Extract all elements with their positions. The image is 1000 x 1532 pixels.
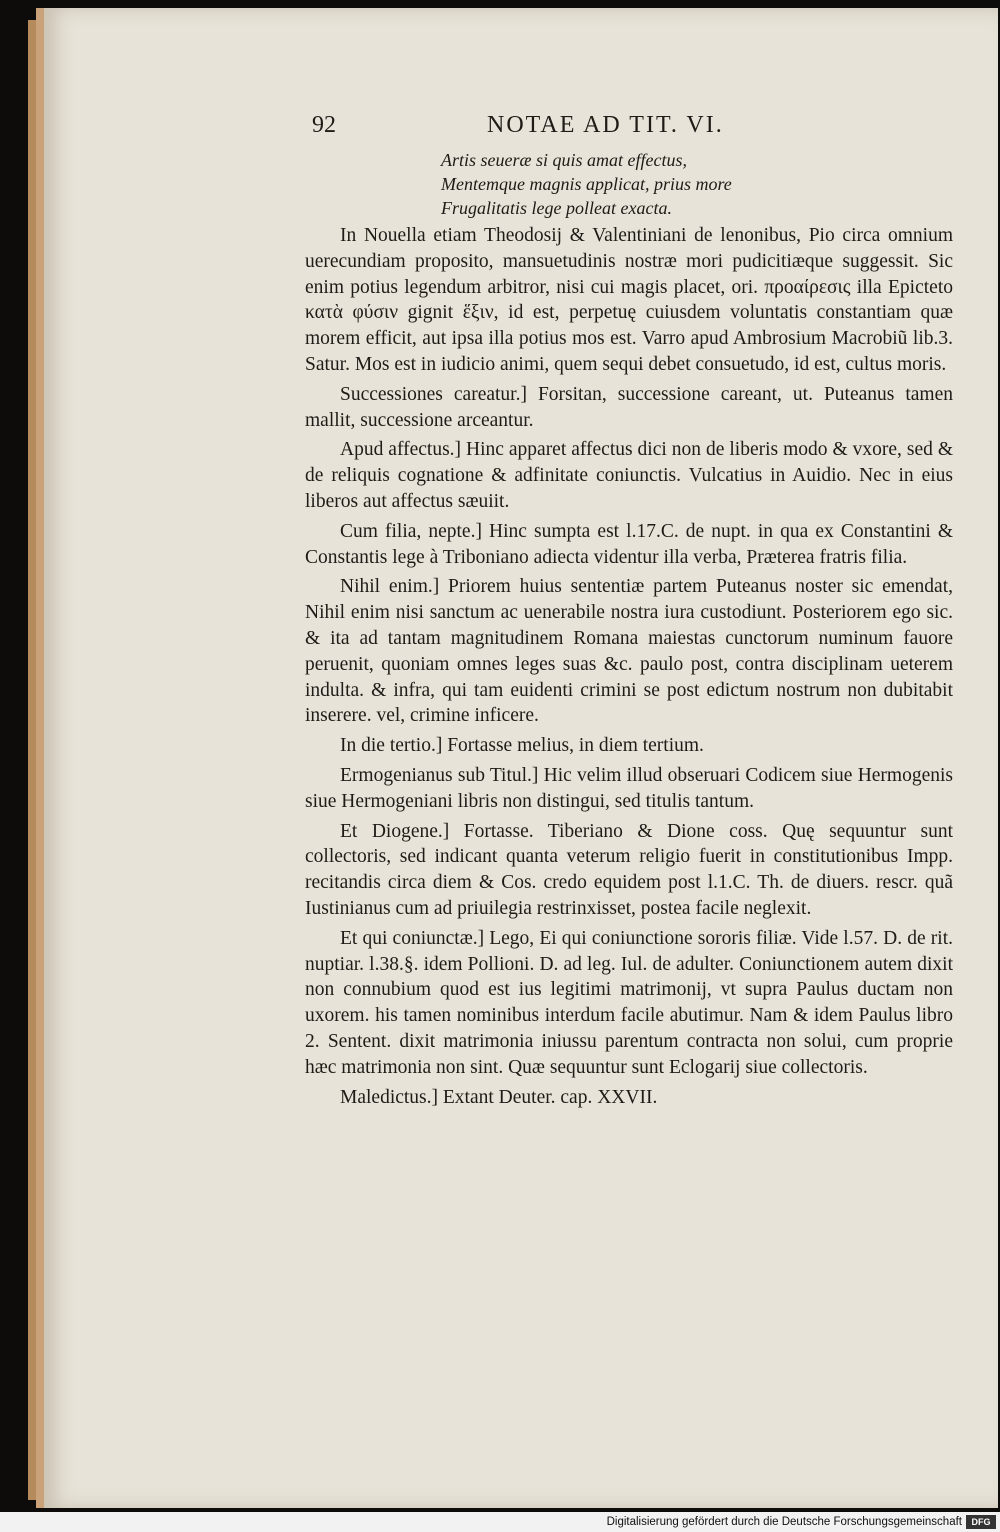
verse-line: Artis seueræ si quis amat effectus, — [441, 150, 687, 170]
verse-block — [305, 148, 953, 220]
paragraph-ermogenianus: Ermogenianus sub Titul.] Hic velim illud obseruari Codicem siue Hermogenis siue Hermogeniani libris non distingui, sed titulis tantum. — [305, 764, 953, 812]
dfg-logo: DFG — [966, 1515, 996, 1529]
footer-credit: Digitalisierung gefördert durch die Deutsche Forschungsgemeinschaft — [606, 1516, 962, 1528]
page-number: 92 — [312, 112, 336, 138]
paragraph-nihil-enim: Nihil enim.] Priorem huius sententiæ partem Puteanus noster sic emendat, Nihil enim nisi sanctum ac uenerabile nostra iura custodiunt. Posteriorem ego sic. & ita ad tantam magnitudinem Romana maiestas cunctorum numinum fauore peruenit, quoniam omnes leges suas &c. paulo post, contra disciplinam ueterem indulta. & infra, qui tam euidenti crimini se post edictum nostrum non dubitabit inserere. vel, crimine inficere. — [305, 576, 953, 727]
paragraph-cum-filia: Cum filia, nepte.] Hinc sumpta est l.17.C. de nupt. in qua ex Constantini & Constantis lege à Triboniano adiecta videntur illa verba, Præterea fratris filia. — [305, 520, 953, 568]
running-title: NOTAE AD TIT. VI. — [487, 112, 724, 138]
body-text — [305, 148, 953, 1110]
verse-line: Mentemque magnis applicat, prius more — [441, 174, 732, 194]
paragraph-successiones: Successiones careatur.] Forsitan, successione careant, ut. Puteanus tamen mallit, successione arceantur. — [305, 383, 953, 431]
book-edge — [28, 20, 36, 1500]
paragraph-affectus: Apud affectus.] Hinc apparet affectus dici non de liberis modo & vxore, sed & de reliquis cognatione & adfinitate coniunctis. Vulcatius in Auidio. Nec in eius liberos aut affectus sæuiit. — [305, 439, 953, 512]
digitization-footer — [0, 1512, 1000, 1532]
paragraph-maledictus: Maledictus.] Extant Deuter. cap. XXVII. — [340, 1086, 658, 1108]
paragraph-nouella: In Nouella etiam Theodosij & Valentiniani de lenonibus, Pio circa omnium uerecundiam proposito, mansuetudinis nostræ mori pudicitiæque suggessit. Sic enim potius legendum arbitror, nisi cui magis placet, ori. προαίρεσις illa Epicteto κατὰ φύσιν gignit ἕξιν, id est, perpetuę cuiusdem voluntatis constantiam quæ morem efficit, aut ipsa illa potius mos est. Varro apud Ambrosium Macrobiũ lib.3. Satur. Mos est in iudicio animi, quem sequi debet consuetudo, id est, cultus moris. — [305, 225, 953, 375]
page-header — [312, 112, 812, 144]
paragraph-et-diogene: Et Diogene.] Fortasse. Tiberiano & Dione coss. Quę sequuntur sunt collectoris, sed indicant quanta veterum religio fuerit in constitutionibus Impp. recitandis circa diem & Cos. credo equidem post l.1.C. Th. de diuers. rescr. quã Iustinianus cum ad priuilegia restrinxisset, postea facile neglexit. — [305, 820, 953, 919]
verse-line: Frugalitatis lege polleat exacta. — [441, 198, 672, 218]
paragraph-in-die-tertio: In die tertio.] Fortasse melius, in diem tertium. — [340, 735, 704, 757]
paragraph-et-qui-coniunctae: Et qui coniunctæ.] Lego, Ei qui coniunctione sororis filiæ. Vide l.57. D. de rit. nuptiar. l.38.§. idem Pollioni. D. ad leg. Iul. de adulter. Coniunctionem autem dixit non connubium quod est ius legitimi matrimonij, vt supra Paulus ductam non uxorem. his tamen nominibus interdum facile abutimur. Nam & idem Paulus libro 2. Sentent. dixit matrimonia iniussu parentum contracta non solui, cum proprie hæc matrimonia non sint. Quæ sequuntur sunt Eclogarij siue collectoris. — [305, 927, 953, 1078]
